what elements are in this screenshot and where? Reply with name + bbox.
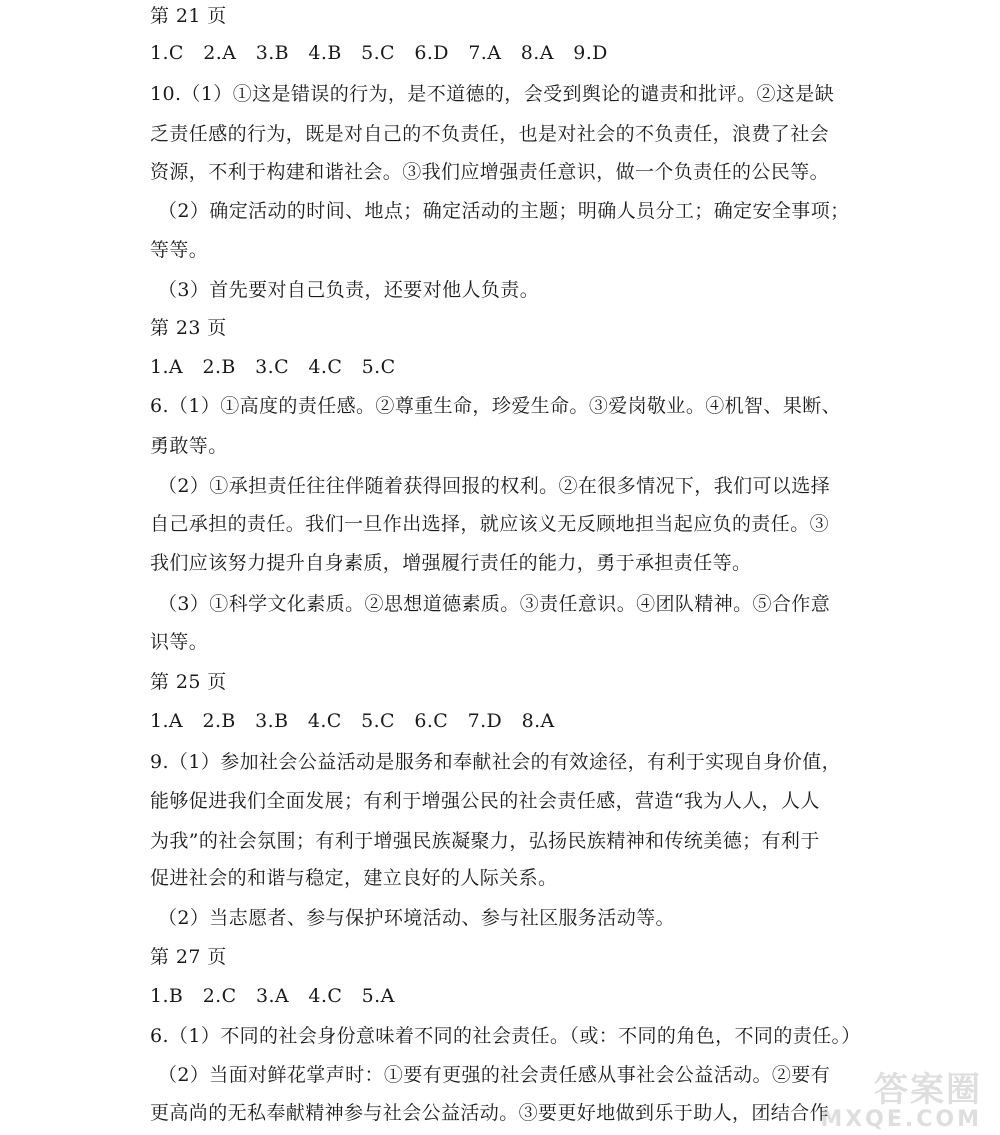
- section-heading-p21: 第 21 页: [150, 5, 227, 27]
- answer-line: 1.A 2.B 3.B 4.C 5.C 6.C 7.D 8.A: [150, 710, 555, 732]
- watermark-url: MXQE.COM: [820, 1107, 982, 1132]
- answer-line: 1.A 2.B 3.C 4.C 5.C: [150, 356, 396, 378]
- answer-line: 9.（1）参加社会公益活动是服务和奉献社会的有效途径，有利于实现自身价值，: [150, 751, 842, 773]
- answer-line: 1.B 2.C 3.A 4.C 5.A: [150, 985, 395, 1007]
- answer-line: 6.（1）不同的社会身份意味着不同的社会责任。（或：不同的角色，不同的责任。）: [150, 1025, 861, 1047]
- answer-line: （3）首先要对自己负责，还要对他人负责。: [158, 279, 540, 301]
- answer-line: 6.（1）①高度的责任感。②尊重生命，珍爱生命。③爱岗敬业。④机智、果断、: [150, 395, 842, 417]
- answer-line: 1.C 2.A 3.B 4.B 5.C 6.D 7.A 8.A 9.D: [150, 42, 608, 64]
- answer-line: 识等。: [150, 631, 209, 653]
- answer-line: 乏责任感的行为，既是对自己的不负责任，也是对社会的不负责任，浪费了社会: [150, 123, 830, 145]
- section-heading-p23: 第 23 页: [150, 317, 227, 339]
- answer-line: 10.（1）①这是错误的行为，是不道德的，会受到舆论的谴责和批评。②这是缺: [150, 83, 835, 105]
- section-heading-p27: 第 27 页: [150, 946, 227, 968]
- answer-line: （2）①承担责任往往伴随着获得回报的权利。②在很多情况下，我们可以选择: [158, 475, 831, 497]
- site-watermark-logo: [820, 1070, 982, 1132]
- answer-line: 更高尚的无私奉献精神参与社会公益活动。③要更好地做到乐于助人，团结合作: [150, 1102, 830, 1124]
- answer-line: （2）当面对鲜花掌声时：①要有更强的社会责任感从事社会公益活动。②要有: [158, 1064, 831, 1086]
- answer-line: 资源，不利于构建和谐社会。③我们应增强责任意识，做一个负责任的公民等。: [150, 161, 830, 183]
- watermark-logo-text: 答案圈: [874, 1070, 982, 1110]
- answer-line: 能够促进我们全面发展；有利于增强公民的社会责任感，营造“我为人人，人人: [150, 790, 820, 812]
- answer-line: （3）①科学文化素质。②思想道德素质。③责任意识。④团队精神。⑤合作意: [158, 593, 831, 615]
- answer-line: 等等。: [150, 239, 209, 261]
- answer-line: 自己承担的责任。我们一旦作出选择，就应该义无反顾地担当起应负的责任。③: [150, 513, 830, 535]
- answer-line: 我们应该努力提升自身素质，增强履行责任的能力，勇于承担责任等。: [150, 552, 752, 574]
- answer-line: （2）当志愿者、参与保护环境活动、参与社区服务活动等。: [158, 907, 675, 929]
- answer-line: （2）确定活动的时间、地点；确定活动的主题；明确人员分工；确定安全事项；: [158, 200, 850, 222]
- answer-line: 促进社会的和谐与稳定，建立良好的人际关系。: [150, 867, 558, 889]
- answer-line: 勇敢等。: [150, 435, 228, 457]
- section-heading-p25: 第 25 页: [150, 671, 227, 693]
- answer-line: 为我”的社会氛围；有利于增强民族凝聚力，弘扬民族精神和传统美德；有利于: [150, 830, 820, 852]
